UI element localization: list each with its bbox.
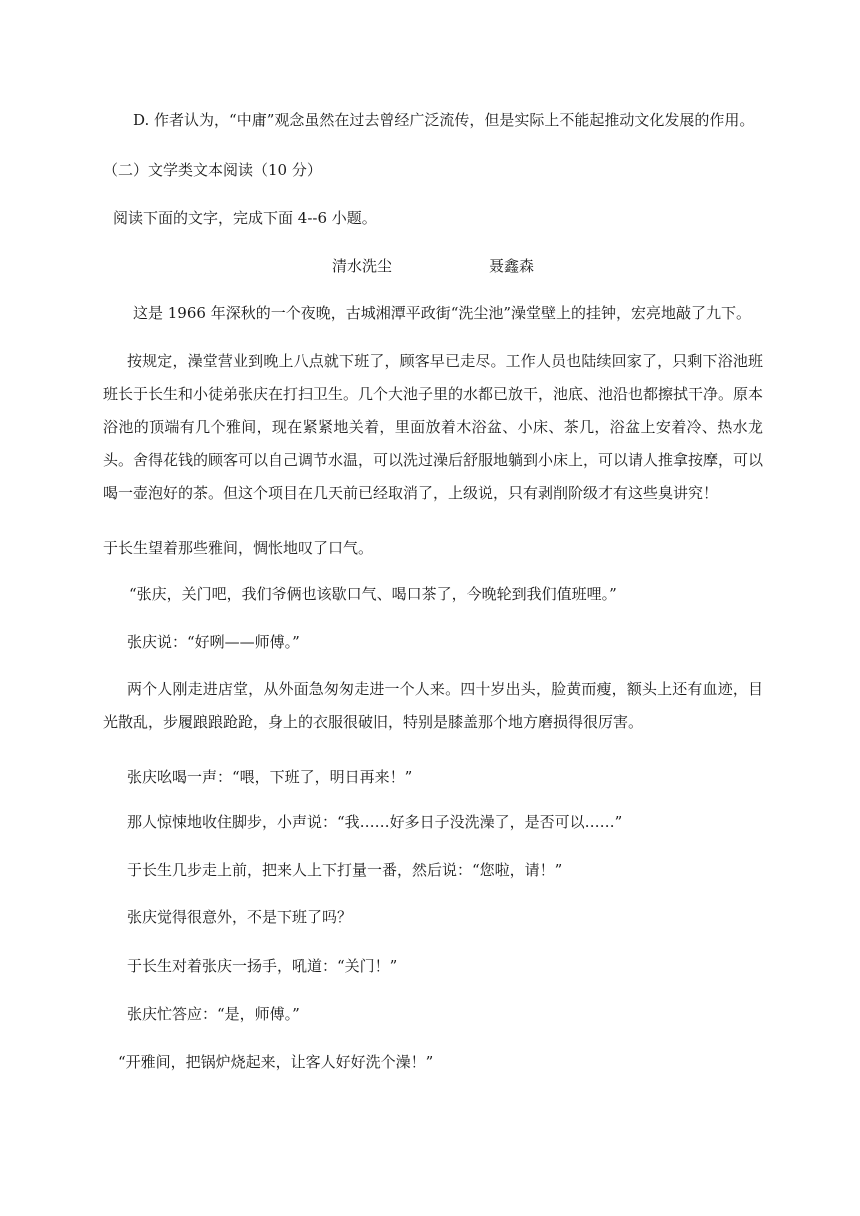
paragraph: 于长生望着那些雅间，惆怅地叹了口气。 [103,539,374,557]
paragraph: “开雅间，把锅炉烧起来，让客人好好洗个澡！” [118,1053,434,1071]
paragraph: 张庆说：“好咧——师傅。” [127,633,300,651]
story-title: 清水洗尘 [332,257,393,275]
paragraph: 两个人刚走进店堂，从外面急匆匆走进一个人来。四十岁出头，脸黄而瘦，额头上还有血迹，目光散乱，步履踉踉跄跄，身上的衣服很破旧，特别是膝盖那个地方磨损得很厉害。 [103,680,763,731]
paragraph: 于长生对着张庆一扬手，吼道：“关门！” [127,957,398,975]
paragraph: 于长生几步走上前，把来人上下打量一番，然后说：“您啦，请！” [127,861,563,879]
paragraph: 张庆觉得很意外，不是下班了吗？ [127,908,353,926]
story-author: 聂鑫森 [489,257,535,275]
instruction: 阅读下面的文字，完成下面 4--6 小题。 [113,209,377,227]
paragraph: “张庆，关门吧，我们爷俩也该歇口气、喝口茶了，今晚轮到我们值班哩。” [129,585,617,603]
paragraph: 这是 1966 年深秋的一个夜晚，古城湘潭平政街“洗尘池”澡堂壁上的挂钟，宏亮地敲了九下。 [133,304,752,322]
paragraph: 张庆忙答应：“是，师傅。” [127,1005,300,1023]
paragraph: 按规定，澡堂营业到晚上八点就下班了，顾客早已走尽。工作人员也陆续回家了，只剩下浴池班班长于长生和小徒弟张庆在打扫卫生。几个大池子里的水都已放干，池底、池沿也都擦拭干净。原本浴池的顶端有几个雅间，现在紧紧地关着，里面放着木浴盆、小床、茶几，浴盆上安着冷、热水龙头。舍得花钱的顾客可以自己调节水温，可以洗过澡后舒服地躺到小床上，可以请人推拿按摩，可以喝一壶泡好的茶。但这个项目在几天前已经取消了，上级说，只有剥削阶级才有这些臭讲究！ [103,352,764,502]
paragraph: 张庆吆喝一声：“喂，下班了，明日再来！” [127,768,413,786]
paragraph: 那人惊悚地收住脚步，小声说：“我……好多日子没洗澡了，是否可以……” [127,813,623,831]
option-d: D. 作者认为，“中庸”观念虽然在过去曾经广泛流传，但是实际上不能起推动文化发展的作用。 [133,111,755,129]
section-heading: （二）文学类文本阅读（10 分） [103,161,322,179]
